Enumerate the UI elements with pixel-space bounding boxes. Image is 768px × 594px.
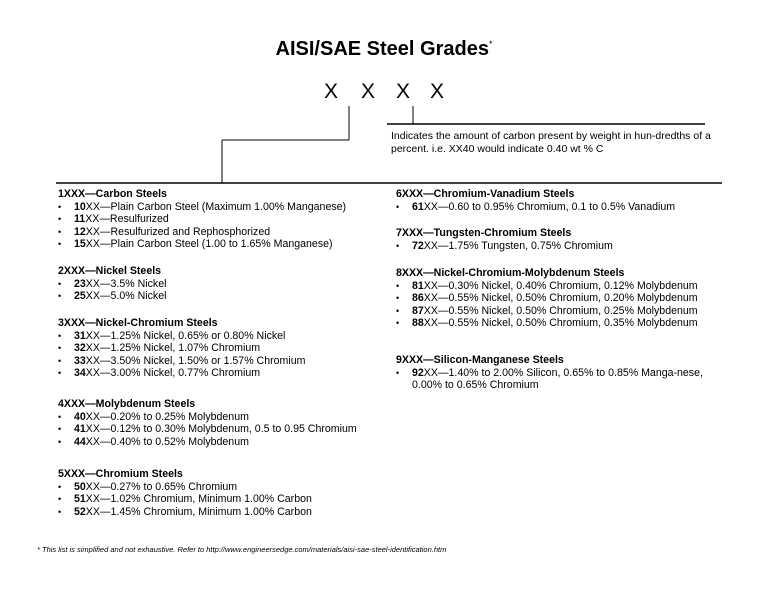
carbon-content-note: Indicates the amount of carbon present by weight in hun-dredths of a percent. i.e. XX40 would indicate 0.40 wt % C	[391, 130, 711, 155]
grade-text: XX—3.50% Nickel, 1.50% or 1.57% Chromium	[85, 354, 306, 367]
list-item	[58, 506, 388, 519]
title-text: AISI/SAE Steel Grades	[275, 38, 489, 60]
grade-code: 40	[74, 410, 86, 423]
grade-text: XX—Plain Carbon Steel (1.00 to 1.65% Manganese)	[85, 238, 333, 251]
grade-code: 81	[412, 279, 424, 292]
grade-text: XX—1.40% to 2.00% Silicon, 0.65% to 0.85% Manga-nese, 0.00% to 0.65% Chromium	[412, 366, 703, 392]
grade-code: 92	[412, 366, 424, 379]
list-item	[396, 280, 736, 293]
group-heading: 7XXX—Tungsten-Chromium Steels	[396, 227, 572, 239]
grade-code: 51	[74, 493, 86, 506]
list-item	[58, 493, 388, 506]
grade-code: 23	[74, 277, 86, 290]
code-letter-4: X	[430, 80, 445, 103]
grade-list	[396, 280, 736, 330]
grade-group-carbon	[58, 188, 388, 251]
list-item	[58, 238, 388, 251]
list-item	[58, 201, 388, 214]
list-item	[396, 305, 736, 318]
grade-text: XX—0.55% Nickel, 0.50% Chromium, 0.35% Molybdenum	[423, 317, 698, 330]
list-item	[396, 240, 736, 253]
grade-code: 44	[74, 435, 86, 448]
grade-list	[58, 411, 393, 449]
grade-code: 87	[412, 304, 424, 317]
grade-text: XX—0.55% Nickel, 0.50% Chromium, 0.20% Molybdenum	[423, 292, 698, 305]
grade-text: XX—5.0% Nickel	[85, 290, 167, 303]
list-item	[58, 290, 388, 303]
grade-group-chromium	[58, 468, 388, 518]
grade-text: XX—Plain Carbon Steel (Maximum 1.00% Manganese)	[85, 200, 347, 213]
grade-text: XX—0.40% to 0.52% Molybdenum	[85, 435, 249, 448]
grade-group-molybdenum	[58, 398, 393, 448]
grade-code: 32	[74, 342, 86, 355]
list-item	[58, 278, 388, 291]
grade-list	[58, 278, 388, 303]
grade-text: XX—0.27% to 0.65% Chromium	[85, 480, 238, 493]
group-heading: 1XXX—Carbon Steels	[58, 188, 167, 200]
grade-list	[396, 367, 716, 392]
grade-text: XX—0.20% to 0.25% Molybdenum	[85, 410, 249, 423]
group-heading: 5XXX—Chromium Steels	[58, 468, 183, 480]
grade-group-tungsten-chromium	[396, 227, 736, 252]
code-letter-3: X	[396, 80, 411, 103]
grade-code: 52	[74, 505, 86, 518]
grade-text: XX—3.5% Nickel	[85, 277, 167, 290]
footnote: * This list is simplified and not exhaustive. Refer to http://www.engineersedge.com/materials/aisi-sae-steel-identification.htm	[37, 545, 447, 554]
grade-group-silicon-manganese	[396, 354, 716, 392]
grade-list	[58, 330, 388, 380]
list-item	[58, 226, 388, 239]
list-item	[58, 355, 388, 368]
grade-text: XX—0.12% to 0.30% Molybdenum, 0.5 to 0.95 Chromium	[85, 423, 357, 436]
grade-group-nickel-chromium	[58, 317, 388, 380]
grade-group-chromium-vanadium	[396, 188, 736, 213]
grade-list	[396, 240, 736, 253]
list-item	[396, 367, 716, 392]
list-item	[396, 292, 736, 305]
list-item	[58, 213, 388, 226]
list-item	[58, 436, 393, 449]
grade-code: 86	[412, 292, 424, 305]
grade-text: XX—1.25% Nickel, 0.65% or 0.80% Nickel	[85, 329, 286, 342]
grade-text: XX—1.02% Chromium, Minimum 1.00% Carbon	[85, 493, 312, 506]
list-item	[396, 201, 736, 214]
code-letter-2: X	[361, 80, 376, 103]
grade-code: 61	[412, 200, 424, 213]
group-heading: 9XXX—Silicon-Manganese Steels	[396, 354, 564, 366]
grade-text: XX—1.75% Tungsten, 0.75% Chromium	[423, 239, 613, 252]
group-heading: 6XXX—Chromium-Vanadium Steels	[396, 188, 575, 200]
grade-code: 11	[74, 213, 86, 226]
code-letter-1: X	[324, 80, 339, 103]
grade-text: XX—Resulfurized	[85, 213, 169, 226]
grade-text: XX—3.00% Nickel, 0.77% Chromium	[85, 367, 261, 380]
grade-text: XX—0.60 to 0.95% Chromium, 0.1 to 0.5% Vanadium	[423, 200, 676, 213]
list-item	[58, 330, 388, 343]
grade-list	[58, 201, 388, 251]
group-heading: 4XXX—Molybdenum Steels	[58, 398, 196, 410]
grade-text: XX—1.45% Chromium, Minimum 1.00% Carbon	[85, 505, 312, 518]
list-item	[396, 317, 736, 330]
list-item	[58, 411, 393, 424]
grade-text: XX—Resulfurized and Rephosphorized	[85, 225, 271, 238]
grade-text: XX—1.25% Nickel, 1.07% Chromium	[85, 342, 261, 355]
grade-code: 10	[74, 200, 86, 213]
grade-code: 31	[74, 329, 86, 342]
list-item	[58, 481, 388, 494]
grade-code: 88	[412, 317, 424, 330]
grade-code: 12	[74, 225, 86, 238]
grade-group-nickel	[58, 265, 388, 303]
grade-group-nickel-chromium-molybdenum	[396, 267, 736, 330]
list-item	[58, 342, 388, 355]
grade-code: 15	[74, 238, 86, 251]
grade-text: XX—0.30% Nickel, 0.40% Chromium, 0.12% Molybdenum	[423, 279, 698, 292]
group-heading: 2XXX—Nickel Steels	[58, 265, 162, 277]
grade-text: XX—0.55% Nickel, 0.50% Chromium, 0.25% Molybdenum	[423, 304, 698, 317]
grade-code: 34	[74, 367, 86, 380]
list-item	[58, 367, 388, 380]
title-footnote-mark: *	[488, 39, 493, 49]
grade-list	[58, 481, 388, 519]
group-heading: 3XXX—Nickel-Chromium Steels	[58, 317, 218, 329]
grade-code: 50	[74, 480, 86, 493]
group-heading: 8XXX—Nickel-Chromium-Molybdenum Steels	[396, 267, 625, 279]
grade-code: 72	[412, 239, 424, 252]
grade-list	[396, 201, 736, 214]
grade-code: 33	[74, 354, 86, 367]
list-item	[58, 423, 393, 436]
grade-code: 25	[74, 290, 86, 303]
grade-code: 41	[74, 423, 86, 436]
